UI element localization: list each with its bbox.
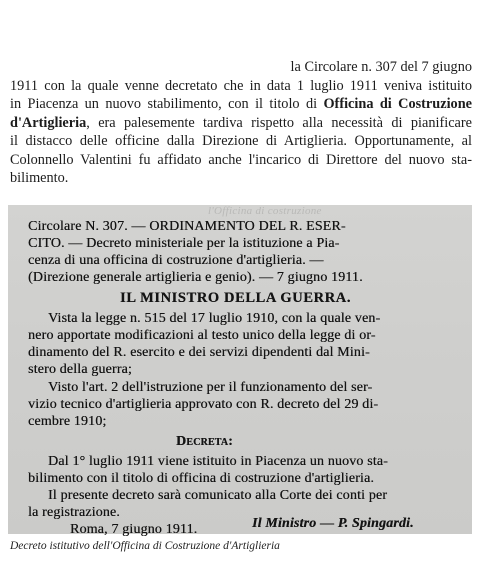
decree-line-presente: Il presente decreto sarà comunicato alla Corte dei conti per [48,488,388,503]
decree-line-dal: Dal 1° luglio 1911 viene istituito in Piacenza un nuovo sta- [48,454,388,469]
decree-line-circolare: Circolare N. 307. — ORDINAMENTO DEL R. ESER- [28,219,346,234]
decree-heading-ministro: IL MINISTRO DELLA GUERRA. [120,290,351,306]
intro-line-7: bilimento. [10,170,69,186]
decree-line-4: (Direzione generale artiglieria e genio). — 7 giugno 1911. [28,270,363,285]
decree-line-vista: Vista la legge n. 515 del 17 luglio 1910, con la quale ven- [48,311,381,326]
decree-line-roma: Roma, 7 giugno 1911. [70,522,198,537]
decree-ghost-text: l'Officina di costruzione [208,205,322,217]
intro-line-5: il distacco delle officine dalla Direzione di Artiglieria. Opportunamente, al [10,133,472,149]
decree-heading-decreta: Decreta: [176,434,233,449]
decree-line-9: stero della guerra; [28,362,132,377]
decree-line-3: cenza di una officina di costruzione d'artiglieria. — [28,253,324,268]
intro-line-6: Colonnello Valentini fu affidato anche l'incarico di Direttore del nuovo sta- [10,151,472,168]
intro-line-4 [10,114,472,133]
decree-line-17: la registrazione. [28,505,120,520]
decree-line-visto: Visto l'art. 2 dell'istruzione per il funzionamento del ser- [48,380,373,395]
figure-caption: Decreto istitutivo dell'Officina di Costruzione d'Artiglieria [10,540,280,552]
intro-line-3 [10,95,472,114]
decree-scan [8,205,472,537]
intro-line-4-text: , era palesemente tardiva rispetto alla necessità di pianificare [86,114,472,131]
decree-line-11: vizio tecnico d'artiglieria approvato con R. decreto del 29 di- [28,397,379,412]
decree-line-7: nero apportate modificazioni al testo unico della legge di or- [28,328,376,343]
intro-officina-title: Officina di Costruzione [323,96,472,112]
intro-line-3-text: in Piacenza un nuovo stabilimento, con il titolo di [10,96,324,112]
intro-artiglieria-title: d'Artiglieria [10,114,87,131]
decree-line-8: dinamento del R. esercito e dei servizi dipendenti dal Mini- [28,345,370,360]
decree-line-2: CITO. — Decreto ministeriale per la istituzione a Pia- [28,236,340,251]
intro-paragraph [10,58,472,188]
intro-line-1: la Circolare n. 307 del 7 giugno [290,59,472,75]
decree-line-12: cembre 1910; [28,414,107,429]
intro-line-2: 1911 con la quale venne decretato che in data 1 luglio 1911 veniva istituito [10,77,472,94]
decree-signature: Il Ministro — P. Spingardi. [252,516,414,531]
decree-line-15: bilimento con il titolo di officina di costruzione d'artiglieria. [28,471,374,486]
